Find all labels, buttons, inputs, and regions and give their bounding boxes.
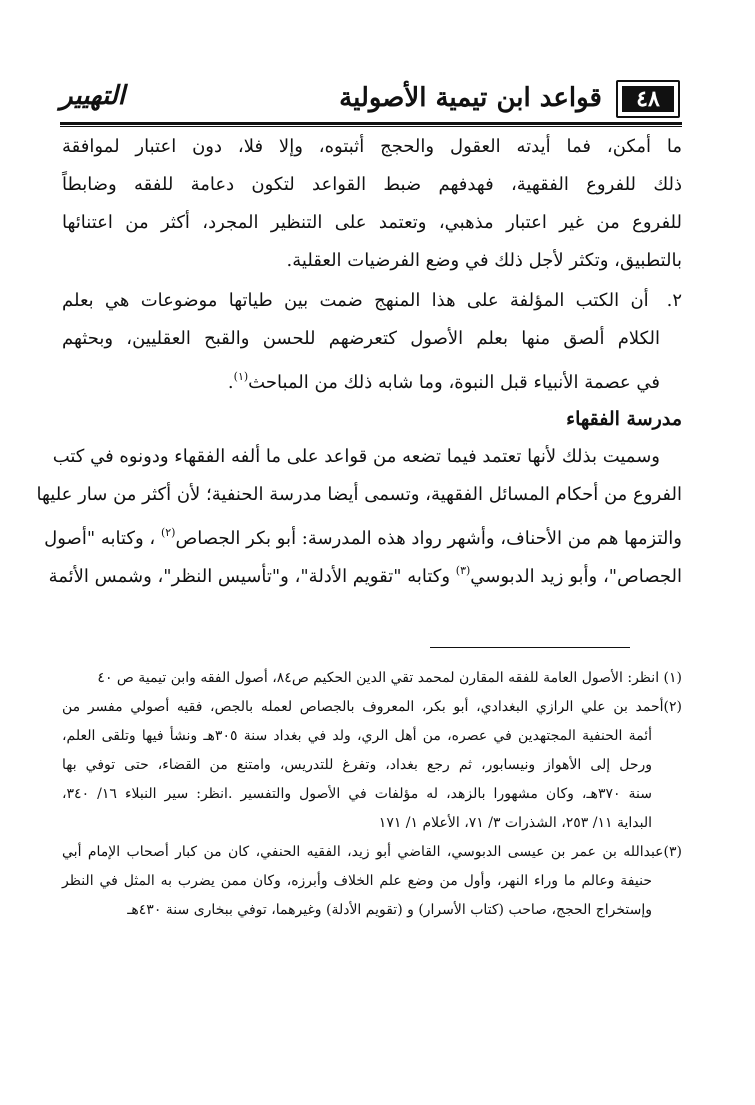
page-number-box [616, 80, 680, 118]
list-number: ٢. [666, 290, 682, 311]
journal-logo: التهيير [60, 81, 126, 111]
footnote-1: (١) انظر: الأصول العامة للفقه المقارن لمحمد تقي الدين الحكيم ص٨٤، أصول الفقه وابن تيمية ص ٤٠ [97, 670, 682, 686]
text-line-tail: وكتابه "تقويم الأدلة"، و"تأسيس النظر"، وشمس الأئمة [48, 566, 451, 587]
footnote-2-line: البداية ١١/ ٢٥٣، الشذرات ٣/ ٧١، الأعلام ١/ ١٧١ [378, 815, 652, 831]
section-heading: مدرسة الفقهاء [566, 408, 682, 430]
footnote-2-line: سنة ٣٧٠هـ، وكان مشهورا بالزهد، له مؤلفات في الأصول والتفسير .انظر: سير النبلاء ١٦/ ٣٤٠، [62, 786, 652, 802]
footnote-2-line: أئمة الحنفية المجتهدين في عصره، من أهل الري، ولد في بغداد سنة ٣٠٥هـ ونشأ فيها وتلقى العلم، [62, 728, 652, 744]
text-line: ذلك للفروع الفقهية، فهدفهم ضبط القواعد لتكون دعامة للفقه وضابطاً [62, 174, 682, 195]
footnote-3-line: حنيفة وعالم ما وراء النهر، وأول من وضع علم الخلاف وأبرزه، وكان ممن يضرب به المثل في النظر [62, 873, 652, 889]
footnote-2-line: ورحل إلى الأهواز ونيسابور، ثم رجع بغداد، وتفرغ للتدريس، وامتنع من القضاء، حتى توفي بها [62, 757, 652, 773]
fuqaha-paragraph [36, 438, 682, 590]
footnote-3-line: (٣)عبدالله بن عمر بن عيسى الدبوسي، القاضي أبو زيد، الفقيه الحنفي، كان من كبار أصحاب الإمام أبي [62, 844, 682, 860]
text-line-tail: ، وكتابه "أصول [44, 528, 156, 549]
footnote-2-line: (٢)أحمد بن علي الرازي البغدادي، أبو بكر، المعروف بالجصاص لعمله بالجص، فقيه أصولي مفسر من [62, 699, 682, 715]
list-item-2: ٢. أن الكتب المؤلفة على هذا المنهج ضمت بين طياتها موضوعات هي بعلم الكلام ألصق منها بعلم الأصول كتعرضهم للحسن والقبح العقليين، وبحثهم في عصمة الأنبياء قبل النبوة، وما شابه ذلك من المباحث$^{(١)}$. [62, 282, 682, 396]
footnote-ref[interactable]: (١) [233, 370, 249, 383]
footnote-ref[interactable]: (٣) [455, 564, 471, 577]
text-line: والتزمها هم من الأحناف، وأشهر رواد هذه المدرسة: أبو بكر الجصاص [175, 528, 682, 549]
header-rule-thin [60, 126, 682, 127]
page-number: ٤٨ [622, 86, 674, 112]
text-line: للفروع من غير اعتبار مذهبي، وتعتمد على التنظير المجرد، أكثر من اعتنائها [62, 212, 682, 233]
text-line: بالتطبيق، وتكثر لأجل ذلك في وضع الفرضيات العقلية. [286, 250, 682, 271]
text-line: الفروع من أحكام المسائل الفقهية، وتسمى أيضا مدرسة الحنفية؛ لأن أكثر من سار عليها [36, 484, 682, 505]
text-line: ما أمكن، فما أيدته العقول والحجج أثبتوه، وإلا فلا، دون اعتبار لموافقة [62, 136, 682, 157]
text-line: الكلام ألصق منها بعلم الأصول كتعرضهم للحسن والقبح العقليين، وبحثهم [62, 328, 661, 349]
footnote-ref[interactable]: (٢) [160, 526, 176, 539]
header-rule [60, 122, 682, 125]
text-line: في عصمة الأنبياء قبل النبوة، وما شابه ذلك من المباحث [248, 372, 660, 393]
text-line: أن الكتب المؤلفة على هذا المنهج ضمت بين طياتها موضوعات هي بعلم [62, 290, 649, 311]
running-title: قواعد ابن تيمية الأصولية [339, 83, 602, 113]
footnote-separator [430, 647, 630, 648]
footnote-3-line: وإستخراج الحجج، صاحب (كتاب الأسرار) و (تقويم الأدلة) وغيرهما، توفي ببخارى سنة ٤٣٠هـ [127, 902, 652, 918]
text-line: الجصاص"، وأبو زيد الدبوسي [470, 566, 682, 587]
item1-continuation [62, 128, 682, 280]
footnotes [62, 664, 682, 925]
page-header [60, 78, 680, 120]
text-line: وسميت بذلك لأنها تعتمد فيما تضعه من قواعد على ما ألفه الفقهاء ودونوه في كتب [52, 446, 660, 467]
